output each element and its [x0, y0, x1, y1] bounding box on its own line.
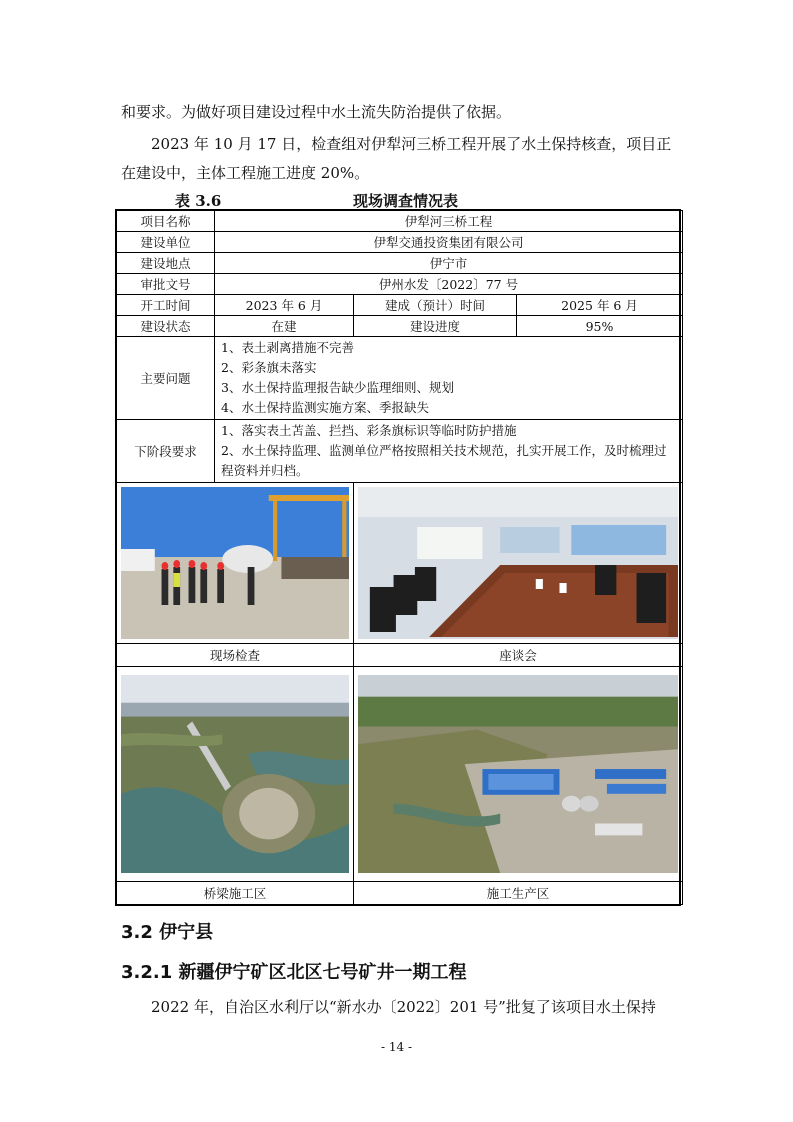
- cell-value: 伊宁市: [215, 253, 683, 274]
- table-title: 现场调查情况表: [353, 192, 459, 210]
- photo-row: [117, 667, 683, 882]
- survey-table: [116, 210, 683, 905]
- table-row: [117, 211, 683, 232]
- cell-label: 下阶段要求: [117, 420, 215, 483]
- subsection-heading: 3.2.1 新疆伊宁矿区北区七号矿井一期工程: [121, 962, 467, 983]
- photo-caption: 现场检查: [117, 644, 354, 667]
- list-item: 2、彩条旗未落实: [221, 360, 317, 375]
- requirements-list: [215, 420, 683, 483]
- table-row: [117, 420, 683, 483]
- cell-label: 建设地点: [117, 253, 215, 274]
- caption-row: [117, 882, 683, 905]
- table-number: 表 3.6: [175, 192, 222, 210]
- cell-label: 项目名称: [117, 211, 215, 232]
- paragraph-inspection: 2023 年 10 月 17 日，检查组对伊犁河三桥工程开展了水土保持核查，项目正在建设中，主体工程施工进度 20%。: [121, 135, 672, 182]
- cell-value: 2023 年 6 月: [215, 295, 354, 316]
- cell-label: 开工时间: [117, 295, 215, 316]
- cell-label: 建设单位: [117, 232, 215, 253]
- page-number: - 14 -: [380, 1040, 412, 1054]
- cell-label: 建设进度: [354, 316, 517, 337]
- list-item: 3、水土保持监理报告缺少监理细则、规划: [221, 380, 454, 395]
- paragraph-approval: 2022 年，自治区水利厅以“新水办〔2022〕201 号”批复了该项目水土保持: [151, 998, 656, 1016]
- meeting-photo: [358, 487, 678, 639]
- cell-value: 伊犁交通投资集团有限公司: [215, 232, 683, 253]
- cell-value: 在建: [215, 316, 354, 337]
- photo-caption: 桥梁施工区: [117, 882, 354, 905]
- cell-value: 伊犁河三桥工程: [215, 211, 683, 232]
- list-item: 1、表土剥离措施不完善: [221, 340, 354, 355]
- production-area-photo: [358, 675, 678, 873]
- list-item: 4、水土保持监测实施方案、季报缺失: [221, 400, 429, 415]
- table-row: [117, 337, 683, 420]
- table-row: [117, 274, 683, 295]
- photo-caption: 座谈会: [354, 644, 683, 667]
- cell-label: 建设状态: [117, 316, 215, 337]
- problems-list: [215, 337, 683, 420]
- bridge-area-photo: [121, 675, 349, 873]
- cell-label: 建成（预计）时间: [354, 295, 517, 316]
- intro-text: 和要求。为做好项目建设过程中水土流失防治提供了依据。: [121, 103, 512, 121]
- table-row: [117, 295, 683, 316]
- photo-production-area: [354, 667, 683, 882]
- photo-site-inspection: [117, 483, 354, 644]
- caption-row: [117, 644, 683, 667]
- cell-value: 伊州水发〔2022〕77 号: [215, 274, 683, 295]
- cell-value: 2025 年 6 月: [517, 295, 683, 316]
- site-inspection-photo: [121, 487, 349, 639]
- cell-value: 95%: [517, 316, 683, 337]
- table-row: [117, 316, 683, 337]
- section-heading: 3.2 伊宁县: [121, 922, 214, 943]
- photo-bridge-area: [117, 667, 354, 882]
- cell-label: 主要问题: [117, 337, 215, 420]
- photo-caption: 施工生产区: [354, 882, 683, 905]
- photo-meeting: [354, 483, 683, 644]
- list-item: 2、水土保持监理、监测单位严格按照相关技术规范，扎实开展工作，及时梳理过程资料并归档。: [221, 443, 667, 478]
- cell-label: 审批文号: [117, 274, 215, 295]
- photo-row: [117, 483, 683, 644]
- table-row: [117, 232, 683, 253]
- list-item: 1、落实表土苫盖、拦挡、彩条旗标识等临时防护措施: [221, 423, 517, 438]
- table-row: [117, 253, 683, 274]
